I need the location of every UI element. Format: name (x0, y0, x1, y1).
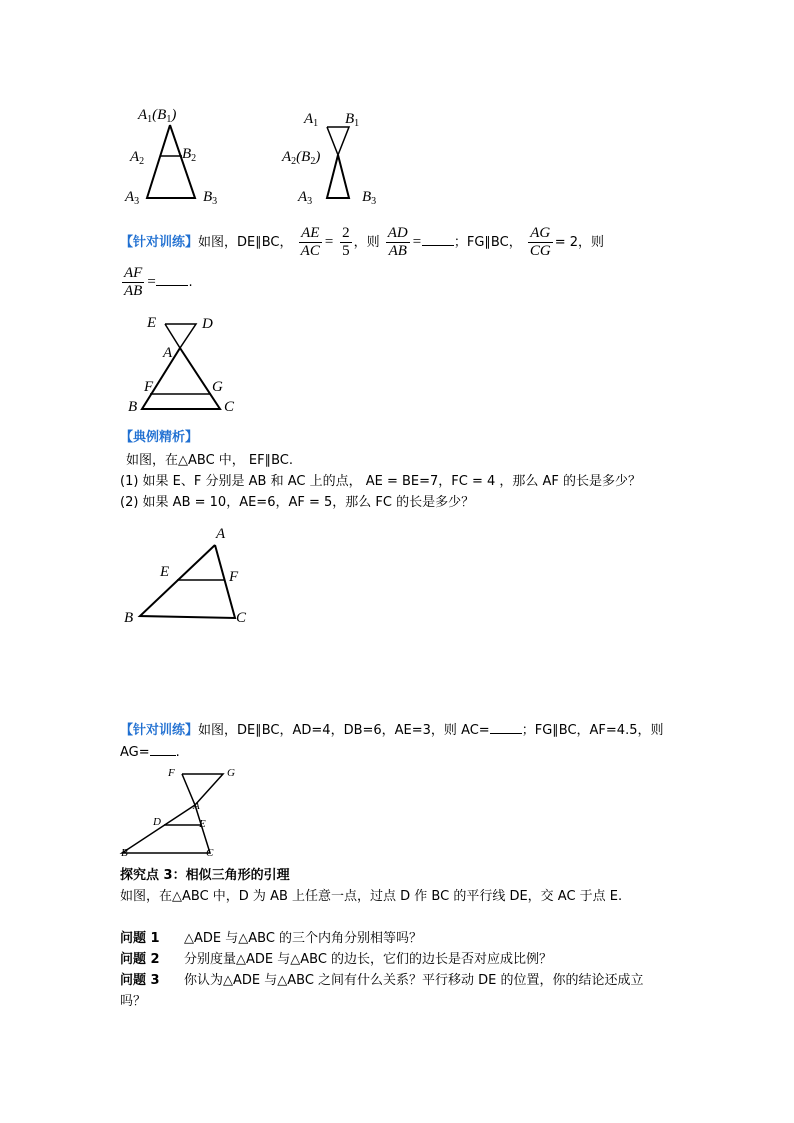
training-2-line-1: 【针对训练】如图，DE∥BC，AD=4，DB=6，AE=3，则 AC= ；FG∥BC，AF=4.5，则 (120, 723, 664, 738)
label-b1: $B_1$ (345, 111, 360, 129)
label-c-4: C (236, 610, 247, 626)
answer-blank-1[interactable] (422, 233, 454, 246)
label-b-3: B (128, 399, 138, 415)
label-a1b1: $A_1(B_1)$ (138, 107, 177, 125)
label-f-4: F (229, 569, 239, 585)
fraction-ae-ac: $\frac{AE}{AC}$ (300, 225, 320, 259)
figure-triangle-1 (120, 105, 230, 210)
label-a3-2: $A_3$ (298, 189, 313, 207)
label-c-3: C (224, 399, 235, 415)
example-question-2: (2) 如果 AB = 10，AE=6，AF = 5，那么 FC 的长是多少？ (120, 495, 475, 510)
label-c-5: C (206, 847, 214, 859)
label-b-4: B (124, 610, 134, 626)
label-a-5: A (193, 800, 200, 812)
figure-triangle-abc (118, 525, 268, 630)
label-a1: $A_1$ (304, 111, 319, 129)
label-a-3: A (163, 345, 173, 361)
label-g-5: G (227, 767, 235, 779)
label-b-5: B (121, 847, 128, 859)
answer-blank-3[interactable] (490, 721, 522, 734)
question-3: 问题 3 你认为△ADE 与△ABC 之间有什么关系？平行移动 DE 的位置，你的结论还成立 (120, 973, 644, 988)
training-tag: 【针对训练】 (120, 235, 199, 250)
label-g-3: G (212, 379, 223, 395)
question-3-continued: 吗？ (120, 994, 147, 1009)
label-b3: $B_3$ (203, 189, 218, 207)
explore-title: 探究点 3：相似三角形的引理 (120, 868, 290, 883)
label-f-5: F (168, 767, 175, 779)
fraction-af-ab: $\frac{AF}{AB}$ (124, 265, 143, 299)
label-e-3: E (147, 315, 157, 331)
explore-intro: 如图，在△ABC 中，D 为 AB 上任意一点，过点 D 作 BC 的平行线 DE，交 AC 于点 E. (120, 889, 623, 904)
training-1-line-2: $\frac{AF}{AB}$ = . (124, 265, 193, 299)
label-b3-2: $B_3$ (362, 189, 377, 207)
fraction-ag-cg: $\frac{AG}{CG}$ (529, 225, 551, 259)
training-2-line-2: AG= . (120, 745, 180, 760)
question-1: 问题 1 △ADE 与△ABC 的三个内角分别相等吗？ (120, 931, 423, 946)
label-a2: $A_2$ (130, 149, 145, 167)
label-a3: $A_3$ (125, 189, 140, 207)
figure-hourglass-3-svg (118, 765, 248, 863)
label-d-3: D (202, 316, 213, 332)
label-d-5: D (153, 816, 161, 828)
example-tag: 【典例精析】 (120, 430, 199, 445)
training-1-line-1: 【针对训练】如图，DE∥BC， $\frac{AE}{AC}$ = $\frac{2}{5}$ ，则 $\frac{AD}{AB}$ = ；FG∥BC， $\frac{AG}{CG}$ = 2，则 (120, 225, 604, 259)
fraction-two-fifths: $\frac{2}{5}$ (342, 225, 350, 259)
question-2: 问题 2 分别度量△ADE 与△ABC 的边长，它们的边长是否对应成比例？ (120, 952, 553, 967)
figure-hourglass-2 (120, 312, 250, 418)
label-e-5: E (199, 818, 206, 830)
example-question-1: (1) 如果 E、F 分别是 AB 和 AC 上的点， AE = BE=7，FC = 4 ，那么 AF 的长是多少？ (120, 474, 642, 489)
figure-hourglass-1 (280, 105, 390, 210)
label-a-4: A (216, 526, 226, 542)
fraction-ad-ab: $\frac{AD}{AB}$ (387, 225, 408, 259)
label-a2b2: $A_2(B_2)$ (282, 149, 321, 167)
figure-hourglass-3 (118, 765, 248, 863)
answer-blank-2[interactable] (156, 273, 188, 286)
label-b2: $B_2$ (182, 146, 197, 164)
example-intro: 如图，在△ABC 中， EF∥BC. (126, 453, 294, 468)
label-f-3: F (144, 379, 154, 395)
answer-blank-4[interactable] (150, 743, 176, 756)
label-e-4: E (160, 564, 170, 580)
